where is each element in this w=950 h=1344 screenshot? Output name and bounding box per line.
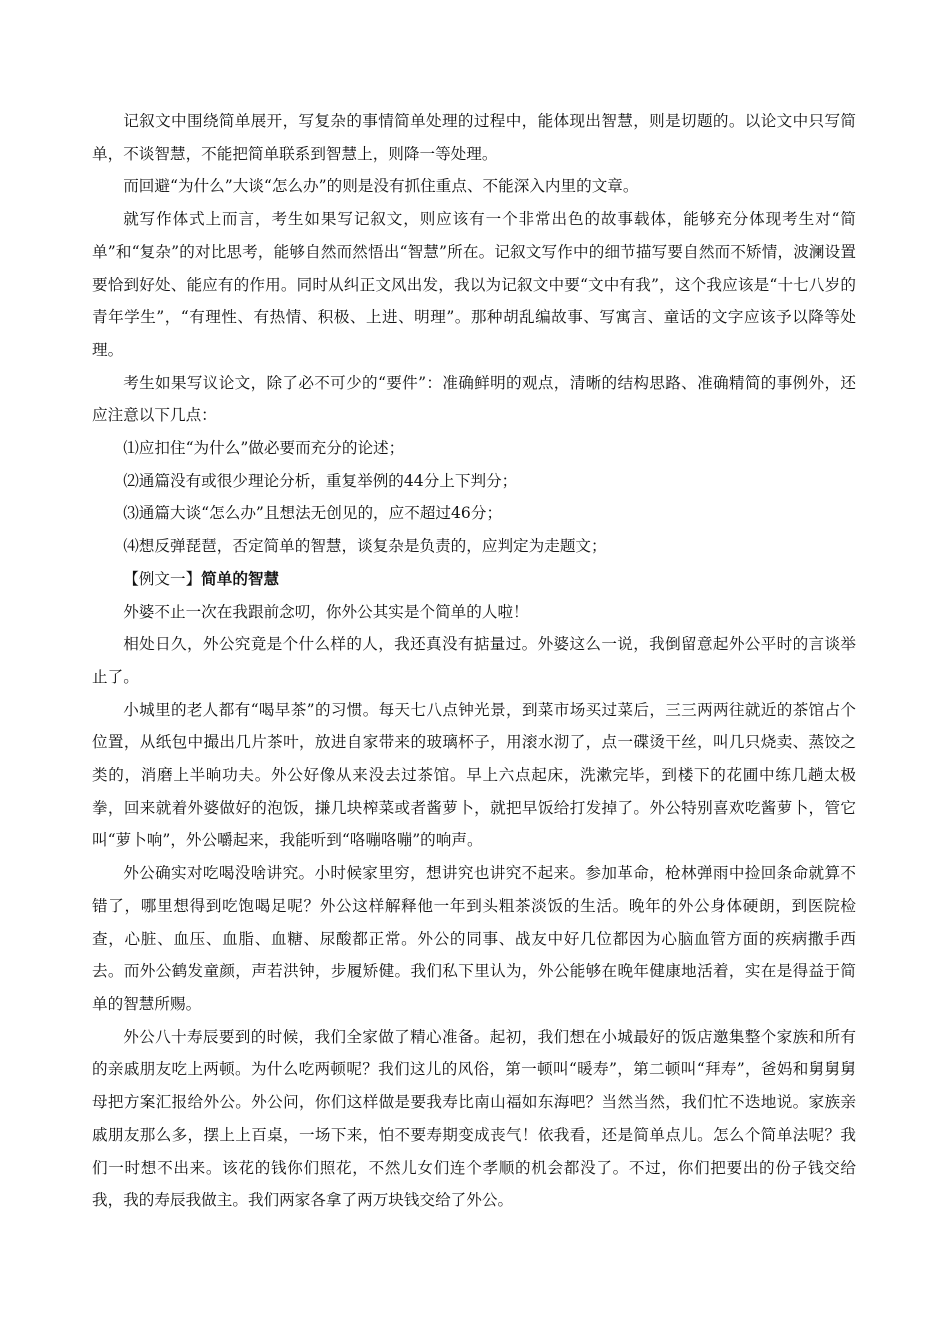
example-heading-title: 简单的智慧	[201, 568, 280, 588]
essay-paragraph: 外婆不止一次在我跟前念叨，你外公其实是个简单的人啦！	[123, 602, 529, 621]
essay-paragraph: 相处日久，外公究竟是个什么样的人，我还真没有掂量过。外婆这么一说，我倒留意起外公平时的言谈举止了。	[92, 635, 856, 686]
example-heading-label: 【例文一】	[123, 569, 202, 588]
paragraph: 而回避“为什么”大谈“怎么办”的则是没有抓住重点、不能深入内里的文章。	[123, 177, 639, 196]
example-heading	[92, 563, 856, 596]
essay-paragraph: 外公八十寿辰要到的时候，我们全家做了精心准备。起初，我们想在小城最好的饭店邀集整个家族和所有的亲戚朋友吃上两顿。为什么吃两顿呢？我们这儿的风俗，第一顿叫“暖寿”，第二顿叫“拜寿”，爸妈和舅舅舅母把方案汇报给外公。外公问，你们这样做是要我寿比南山福如东海吧？当然当然，我们忙不迭地说。家族亲戚朋友那么多，摆上上百桌，一场下来，怕不要寿期变成丧气！依我看，还是简单点儿。怎么个简单法呢？我们一时想不出来。该花的钱你们照花，不然儿女们连个孝顺的机会都没了。不过，你们把要出的份子钱交给我，我的寿辰我做主。我们两家各拿了两万块钱交给了外公。	[92, 1027, 856, 1210]
list-item: ⑷想反弹琵琶，否定简单的智慧，谈复杂是负责的，应判定为走题文；	[123, 537, 607, 556]
paragraph: 考生如果写议论文，除了必不可少的“要件”：准确鲜明的观点，清晰的结构思路、准确精简的事例外，还应注意以下几点：	[92, 373, 856, 425]
essay-paragraph: 外公确实对吃喝没啥讲究。小时候家里穷，想讲究也讲究不起来。参加革命，枪林弹雨中捡回条命就算不错了，哪里想得到吃饱喝足呢？外公这样解释他一年到头粗茶淡饭的生活。晚年的外公身体硬朗，到医院检查，心脏、血压、血脂、血糖、尿酸都正常。外公的同事、战友中好几位都因为心脑血管方面的疾病撒手西去。而外公鹤发童颜，声若洪钟，步履矫健。我们私下里认为，外公能够在晚年健康地活着，实在是得益于简单的智慧所赐。	[92, 864, 856, 1013]
essay-paragraph: 小城里的老人都有“喝早茶”的习惯。每天七八点钟光景，到菜市场买过菜后，三三两两往就近的茶馆占个位置，从纸包中撮出几片茶叶，放进自家带来的玻璃杯子，用滚水沏了，点一碟烫干丝，叫几只烧卖、蒸饺之类的，消磨上半晌功夫。外公好像从来没去过茶馆。早上六点起床，洗漱完毕，到楼下的花圃中练几趟太极拳，回来就着外婆做好的泡饭，搛几块榨菜或者酱萝卜，就把早饭给打发掉了。外公特别喜欢吃酱萝卜，管它叫“萝卜响”，外公嚼起来，我能听到“咯嘣咯嘣”的响声。	[92, 700, 856, 850]
document-body	[92, 105, 856, 1217]
paragraph: 就写作体式上而言，考生如果写记叙文，则应该有一个非常出色的故事载体，能够充分体现考生对“简单”和“复杂”的对比思考，能够自然而然悟出“智慧”所在。记叙文写作中的细节描写要自然而不矫情，波澜设置要恰到好处、能应有的作用。同时从纠正文风出发，我以为记叙文中要“文中有我”，这个我应该是“十七八岁的青年学生”，“有理性、有热情、积极、上进、明理”。那种胡乱编故事、写寓言、童话的文字应该予以降等处理。	[92, 210, 856, 359]
list-item: ⑵通篇没有或很少理论分析，重复举例的44分上下判分；	[123, 471, 518, 490]
paragraph: 记叙文中围绕简单展开，写复杂的事情简单处理的过程中，能体现出智慧，则是切题的。以论文中只写简单，不谈智慧，不能把简单联系到智慧上，则降一等处理。	[92, 112, 856, 163]
list-item: ⑶通篇大谈“怎么办”且想法无创见的，应不超过46分；	[123, 504, 503, 523]
list-item: ⑴应扣住“为什么”做必要而充分的论述；	[123, 439, 405, 458]
